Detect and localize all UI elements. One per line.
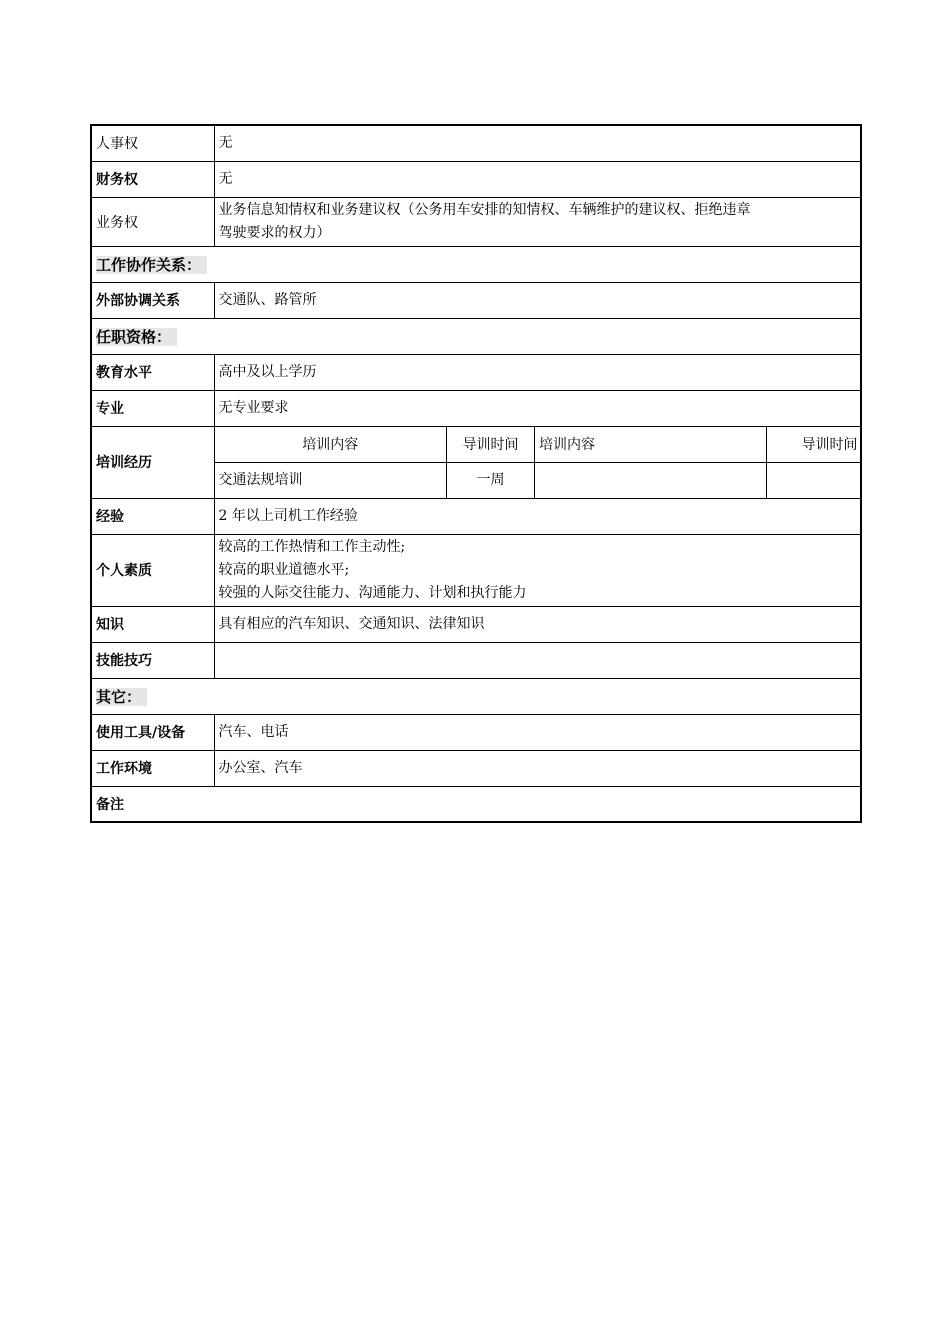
row-external bbox=[91, 282, 861, 318]
external-value: 交通队、路管所 bbox=[214, 282, 861, 318]
education-label: 教育水平 bbox=[91, 354, 214, 390]
quality-line-2: 较高的职业道德水平; bbox=[218, 561, 350, 578]
training-header-row bbox=[215, 427, 862, 463]
training-cell bbox=[214, 426, 861, 498]
remarks-label: 备注 bbox=[91, 786, 861, 822]
training-row bbox=[215, 462, 862, 498]
job-description-table bbox=[90, 124, 860, 823]
personnel-value: 无 bbox=[214, 125, 861, 161]
skills-label: 技能技巧 bbox=[91, 642, 214, 678]
external-label: 外部协调关系 bbox=[91, 282, 214, 318]
tools-value: 汽车、电话 bbox=[214, 714, 861, 750]
row-training bbox=[91, 426, 861, 498]
row-education bbox=[91, 354, 861, 390]
training-time-1: 一周 bbox=[447, 462, 535, 498]
training-header-time-1: 导训时间 bbox=[447, 427, 535, 463]
environment-label: 工作环境 bbox=[91, 750, 214, 786]
row-personnel bbox=[91, 125, 861, 161]
row-tools bbox=[91, 714, 861, 750]
quality-value bbox=[214, 534, 861, 606]
skills-value bbox=[214, 642, 861, 678]
knowledge-value: 具有相应的汽车知识、交通知识、法律知识 bbox=[214, 606, 861, 642]
training-content-1: 交通法规培训 bbox=[215, 462, 447, 498]
training-content-2 bbox=[535, 462, 767, 498]
row-experience bbox=[91, 498, 861, 534]
training-subtable bbox=[215, 427, 862, 498]
quality-line-3: 较强的人际交往能力、沟通能力、计划和执行能力 bbox=[218, 584, 527, 601]
section-qualification-title: 任职资格： bbox=[96, 328, 177, 346]
experience-label: 经验 bbox=[91, 498, 214, 534]
quality-line-1: 较高的工作热情和工作主动性; bbox=[218, 538, 406, 555]
training-time-2 bbox=[767, 462, 862, 498]
section-cooperation-title: 工作协作关系： bbox=[96, 256, 207, 274]
major-value: 无专业要求 bbox=[214, 390, 861, 426]
row-major bbox=[91, 390, 861, 426]
personnel-label: 人事权 bbox=[91, 125, 214, 161]
business-label: 业务权 bbox=[91, 197, 214, 246]
section-cooperation bbox=[91, 246, 861, 282]
row-quality bbox=[91, 534, 861, 606]
experience-value: 2 年以上司机工作经验 bbox=[214, 498, 861, 534]
row-remarks bbox=[91, 786, 861, 822]
business-value-line2: 驾驶要求的权力） bbox=[218, 224, 331, 241]
major-label: 专业 bbox=[91, 390, 214, 426]
row-finance bbox=[91, 161, 861, 197]
training-header-content-1: 培训内容 bbox=[215, 427, 447, 463]
row-environment bbox=[91, 750, 861, 786]
training-header-content-2: 培训内容 bbox=[535, 427, 767, 463]
section-other-title: 其它： bbox=[96, 688, 147, 706]
training-label: 培训经历 bbox=[91, 426, 214, 498]
row-knowledge bbox=[91, 606, 861, 642]
section-other bbox=[91, 678, 861, 714]
finance-label: 财务权 bbox=[91, 161, 214, 197]
finance-value: 无 bbox=[214, 161, 861, 197]
main-table bbox=[90, 124, 862, 823]
row-business bbox=[91, 197, 861, 246]
tools-label: 使用工具/设备 bbox=[91, 714, 214, 750]
training-header-time-2: 导训时间 bbox=[767, 427, 862, 463]
education-value: 高中及以上学历 bbox=[214, 354, 861, 390]
knowledge-label: 知识 bbox=[91, 606, 214, 642]
environment-value: 办公室、汽车 bbox=[214, 750, 861, 786]
quality-label: 个人素质 bbox=[91, 534, 214, 606]
section-qualification bbox=[91, 318, 861, 354]
row-skills bbox=[91, 642, 861, 678]
business-value bbox=[214, 197, 861, 246]
business-value-line1: 业务信息知情权和业务建议权（公务用车安排的知情权、车辆维护的建议权、拒绝违章 bbox=[218, 201, 751, 218]
